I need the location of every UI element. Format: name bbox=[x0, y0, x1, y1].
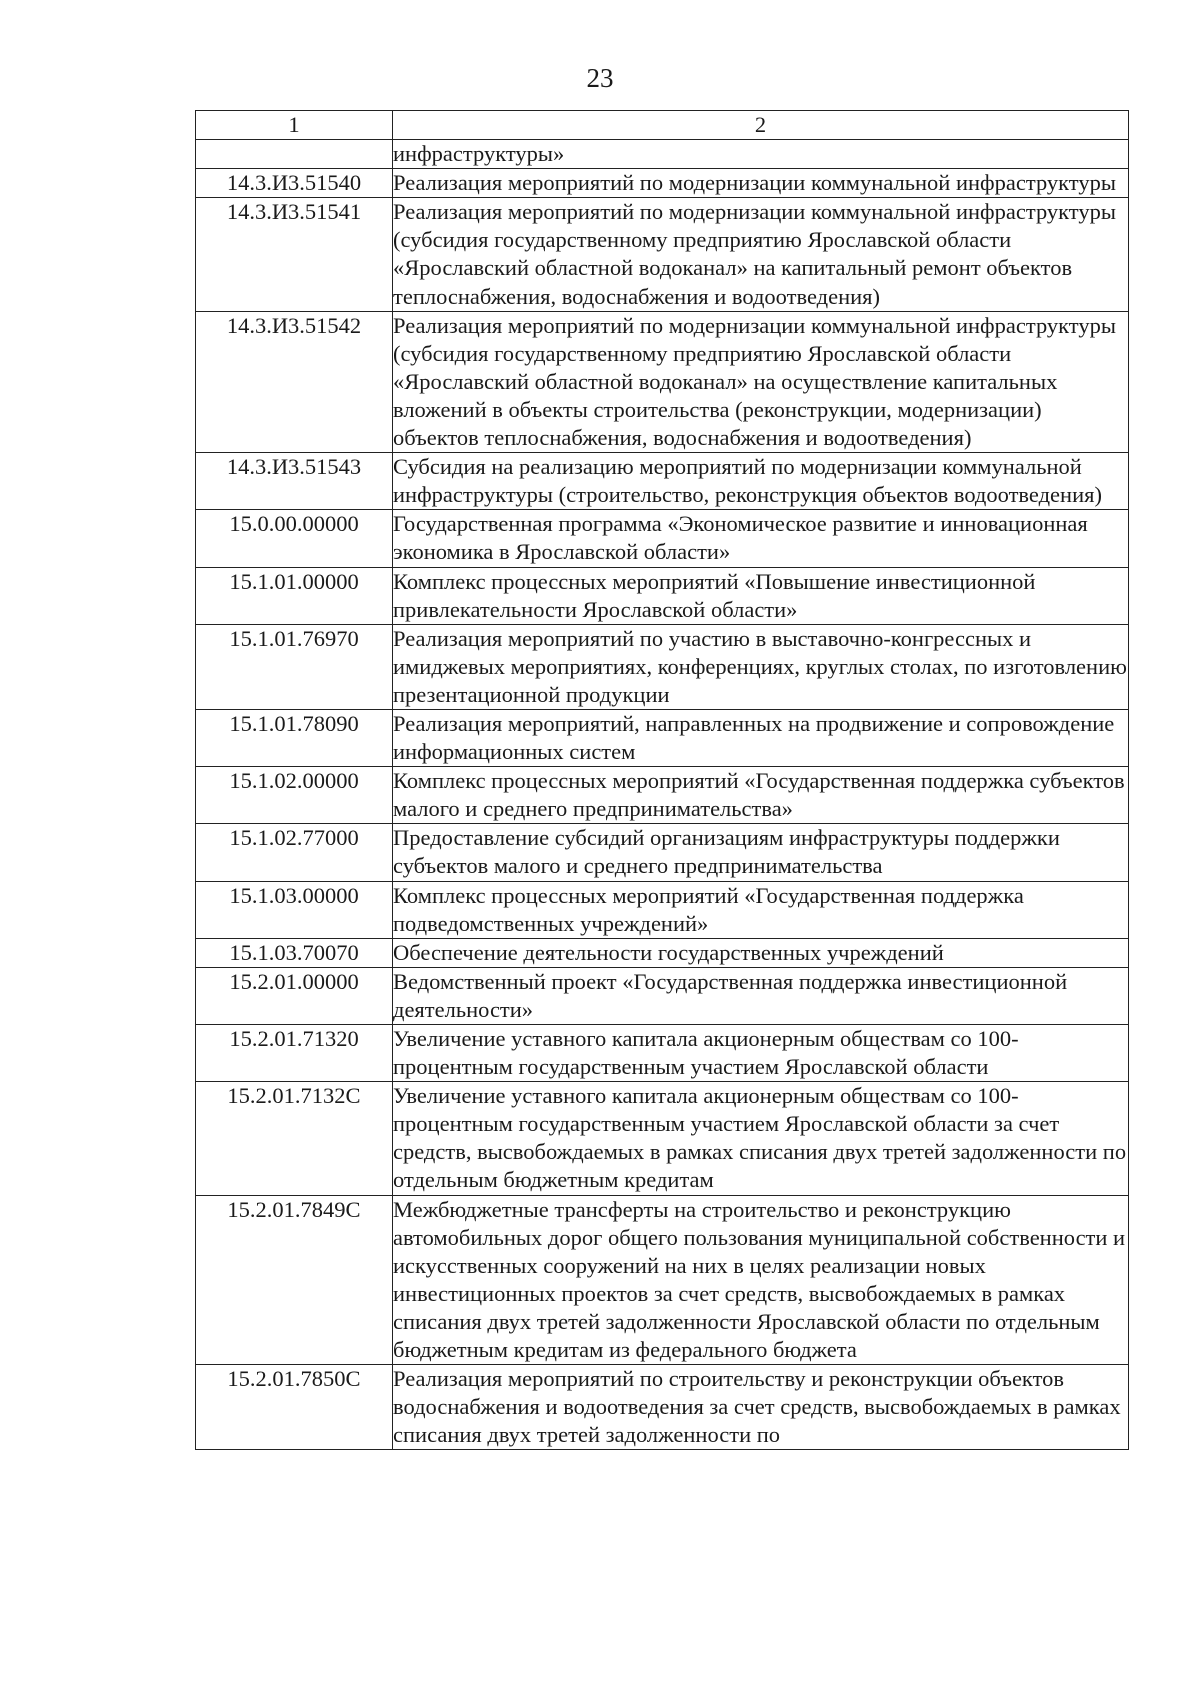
row-name: Комплекс процессных мероприятий «Повышение инвестиционной привлекательности Ярославской области» bbox=[393, 567, 1129, 624]
table-row bbox=[196, 767, 1129, 824]
table-row bbox=[196, 1082, 1129, 1195]
row-code: 14.3.И3.51541 bbox=[196, 198, 393, 311]
row-name: Реализация мероприятий, направленных на продвижение и сопровождение информационных систем bbox=[393, 709, 1129, 766]
row-code: 15.2.01.7850С bbox=[196, 1365, 393, 1450]
row-name: Государственная программа «Экономическое развитие и инновационная экономика в Ярославской области» bbox=[393, 510, 1129, 567]
table-row bbox=[196, 824, 1129, 881]
row-name: Ведомственный проект «Государственная поддержка инвестиционной деятельности» bbox=[393, 967, 1129, 1024]
row-name: Увеличение уставного капитала акционерным обществам со 100-процентным государственным участием Ярославской области bbox=[393, 1025, 1129, 1082]
column-header-name: 2 bbox=[393, 111, 1129, 140]
row-name: Комплекс процессных мероприятий «Государственная поддержка подведомственных учреждений» bbox=[393, 881, 1129, 938]
table-row bbox=[196, 567, 1129, 624]
row-name: Реализация мероприятий по строительству и реконструкции объектов водоснабжения и водоотведения за счет средств, высвобождаемых в рамках списания двух третей задолженности по bbox=[393, 1365, 1129, 1450]
row-name: Межбюджетные трансферты на строительство и реконструкцию автомобильных дорог общего пользования муниципальной собственности и искусственных сооружений на них в целях реализации новых инвестиционных проектов за счет средств, высвобождаемых в рамках списания двух третей задолженности Ярославской области по отдельным бюджетным кредитам из федерального бюджета bbox=[393, 1195, 1129, 1365]
row-name: инфраструктуры» bbox=[393, 140, 1129, 169]
table-row bbox=[196, 938, 1129, 967]
row-code: 15.2.01.71320 bbox=[196, 1025, 393, 1082]
table-row bbox=[196, 510, 1129, 567]
table-row bbox=[196, 967, 1129, 1024]
row-name: Обеспечение деятельности государственных учреждений bbox=[393, 938, 1129, 967]
table-row bbox=[196, 453, 1129, 510]
row-code: 14.3.И3.51540 bbox=[196, 169, 393, 198]
row-code: 14.3.И3.51542 bbox=[196, 311, 393, 452]
row-code: 15.2.01.7132С bbox=[196, 1082, 393, 1195]
row-code bbox=[196, 140, 393, 169]
column-header-code: 1 bbox=[196, 111, 393, 140]
row-code: 15.2.01.00000 bbox=[196, 967, 393, 1024]
row-name: Реализация мероприятий по участию в выставочно-конгрессных и имиджевых мероприятиях, конференциях, круглых столах, по изготовлению презентационной продукции bbox=[393, 624, 1129, 709]
table-row bbox=[196, 881, 1129, 938]
table-row bbox=[196, 1365, 1129, 1450]
table-row bbox=[196, 311, 1129, 452]
row-code: 15.1.03.70070 bbox=[196, 938, 393, 967]
row-name: Реализация мероприятий по модернизации коммунальной инфраструктуры bbox=[393, 169, 1129, 198]
row-name: Предоставление субсидий организациям инфраструктуры поддержки субъектов малого и среднего предпринимательства bbox=[393, 824, 1129, 881]
table-row bbox=[196, 169, 1129, 198]
budget-classification-table bbox=[195, 110, 1129, 1450]
table-row bbox=[196, 198, 1129, 311]
row-name: Увеличение уставного капитала акционерным обществам со 100-процентным государственным участием Ярославской области за счет средств, высвобождаемых в рамках списания двух третей задолженности по отдельным бюджетным кредитам bbox=[393, 1082, 1129, 1195]
row-code: 15.0.00.00000 bbox=[196, 510, 393, 567]
table-row bbox=[196, 1195, 1129, 1365]
row-code: 15.2.01.7849С bbox=[196, 1195, 393, 1365]
row-code: 15.1.01.76970 bbox=[196, 624, 393, 709]
row-code: 15.1.03.00000 bbox=[196, 881, 393, 938]
table-row bbox=[196, 624, 1129, 709]
row-code: 14.3.И3.51543 bbox=[196, 453, 393, 510]
table-row bbox=[196, 1025, 1129, 1082]
row-code: 15.1.01.00000 bbox=[196, 567, 393, 624]
row-code: 15.1.01.78090 bbox=[196, 709, 393, 766]
row-name: Реализация мероприятий по модернизации коммунальной инфраструктуры (субсидия государственному предприятию Ярославской области «Ярославский областной водоканал» на капитальный ремонт объектов теплоснабжения, водоснабжения и водоотведения) bbox=[393, 198, 1129, 311]
row-name: Реализация мероприятий по модернизации коммунальной инфраструктуры (субсидия государственному предприятию Ярославской области «Ярославский областной водоканал» на осуществление капитальных вложений в объекты строительства (реконструкции, модернизации) объектов теплоснабжения, водоснабжения и водоотведения) bbox=[393, 311, 1129, 452]
row-code: 15.1.02.00000 bbox=[196, 767, 393, 824]
page-number: 23 bbox=[586, 63, 614, 93]
row-name: Комплекс процессных мероприятий «Государственная поддержка субъектов малого и среднего предпринимательства» bbox=[393, 767, 1129, 824]
table-row bbox=[196, 709, 1129, 766]
row-code: 15.1.02.77000 bbox=[196, 824, 393, 881]
row-name: Субсидия на реализацию мероприятий по модернизации коммунальной инфраструктуры (строительство, реконструкция объектов водоотведения) bbox=[393, 453, 1129, 510]
table-header-row bbox=[196, 111, 1129, 140]
table-row bbox=[196, 140, 1129, 169]
